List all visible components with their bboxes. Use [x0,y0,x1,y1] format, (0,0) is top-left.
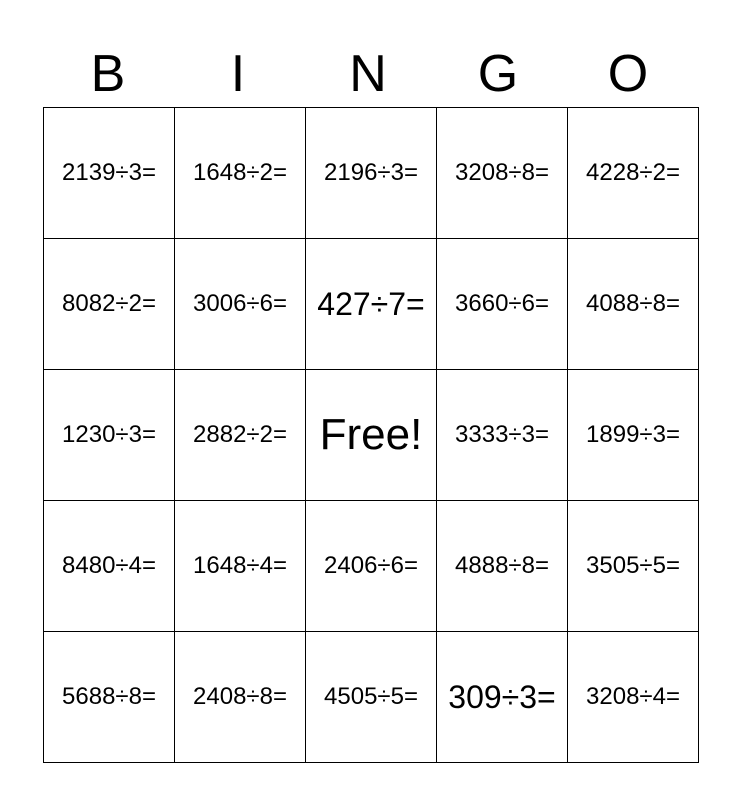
bingo-cell: 4228÷2= [568,108,699,239]
bingo-cell: 1648÷2= [175,108,306,239]
bingo-cell: 4888÷8= [437,501,568,632]
bingo-cell: 309÷3= [437,632,568,763]
bingo-cell: 2139÷3= [44,108,175,239]
header-letter-o: O [607,45,649,103]
bingo-cell: 3505÷5= [568,501,699,632]
bingo-header [43,40,693,108]
bingo-cell: 8082÷2= [44,239,175,370]
bingo-cell: 1648÷4= [175,501,306,632]
bingo-cell: 4088÷8= [568,239,699,370]
bingo-cell: 2196÷3= [306,108,437,239]
bingo-cell: 3208÷4= [568,632,699,763]
header-letter-g: G [477,45,519,103]
card-row [44,501,699,632]
card-row [44,370,699,501]
bingo-cell: 4505÷5= [306,632,437,763]
bingo-cell: 5688÷8= [44,632,175,763]
bingo-cell: 3660÷6= [437,239,568,370]
header-letter-b: B [90,45,126,103]
card-row [44,108,699,239]
bingo-card [43,107,699,763]
bingo-cell: 3333÷3= [437,370,568,501]
header-letter-n: N [349,45,387,103]
bingo-cell: 3208÷8= [437,108,568,239]
bingo-cell: 8480÷4= [44,501,175,632]
bingo-cell: 2406÷6= [306,501,437,632]
card-row [44,632,699,763]
header-letter-i: I [230,45,246,103]
card-row [44,239,699,370]
bingo-cell: 2408÷8= [175,632,306,763]
bingo-cell: 2882÷2= [175,370,306,501]
free-space-cell: Free! [306,370,437,501]
bingo-cell: 1230÷3= [44,370,175,501]
bingo-cell: 427÷7= [306,239,437,370]
bingo-cell: 3006÷6= [175,239,306,370]
bingo-cell: 1899÷3= [568,370,699,501]
